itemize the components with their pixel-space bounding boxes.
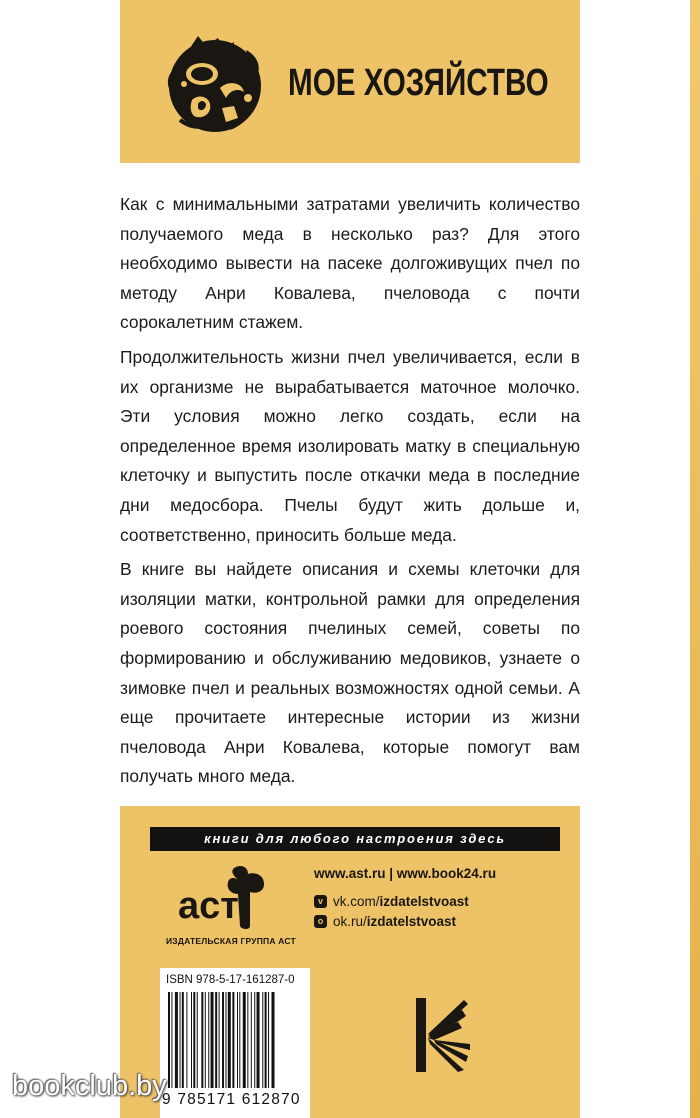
tagline-bar: книги для любого настроения здесь xyxy=(150,827,560,851)
isbn-text: ISBN 978-5-17-161287-0 xyxy=(166,974,295,986)
ok-prefix: ok.ru/ xyxy=(333,913,367,929)
ok-link[interactable] xyxy=(314,911,564,931)
annotation-paragraph: В книге вы найдете описания и схемы клеточки для изоляции матки, контрольной рамки для определения роевого состояния пчелиных семей, советы по формированию и обслуживанию медовиков, узнаете о зимовке пчел и реальных возможностях одной семьи. А еще прочитаете интересные истории из жизни пчеловода Анри Ковалева, которые помогут вам получать много меда. xyxy=(120,559,580,787)
publisher-websites[interactable]: www.ast.ru | www.book24.ru xyxy=(314,866,497,881)
ok-handle: izdatelstvoast xyxy=(366,913,457,929)
annotation-paragraph: Как с минимальными затратами увеличить количество получаемого меда в несколько раз? Для этого необходимо вывести на пасеке долгоживущих пчел по методу Анри Ковалева, пчеловода с почти сорокалетним стажем. xyxy=(120,194,580,333)
vk-prefix: vk.com/ xyxy=(333,893,380,909)
annotation-paragraph: Продолжительность жизни пчел увеличивается, если в их организме не вырабатывается маточное молочко. Эти условия можно легко создать, если на определенное время изолировать матку в специальную клеточку и выпустить после откачки меда в последние дни медосбора. Пчелы будут жить дольше и, соответственно, приносить больше меда. xyxy=(120,346,580,545)
barcode-icon xyxy=(166,992,304,1088)
vk-link[interactable] xyxy=(314,891,564,911)
k-book-logo-icon xyxy=(412,994,474,1076)
ast-logo-text: аст xyxy=(178,885,239,927)
publisher-caption: ИЗДАТЕЛЬСКАЯ ГРУППА АСТ xyxy=(166,936,296,946)
annotation-text xyxy=(120,190,580,797)
series-header xyxy=(120,0,580,163)
ast-logo-icon xyxy=(176,864,276,934)
farm-animals-emblem-icon xyxy=(162,28,268,138)
vk-icon: v xyxy=(314,895,327,908)
site-watermark: bookclub.by xyxy=(12,1070,167,1102)
ok-icon: o xyxy=(314,915,327,928)
vk-handle: izdatelstvoast xyxy=(379,893,469,909)
barcode-digits: 9 785171 612870 xyxy=(162,1091,301,1108)
series-title: МОЕ ХОЗЯЙСТВО xyxy=(288,62,549,104)
cover-edge-strip xyxy=(690,0,700,1118)
publisher-links xyxy=(314,866,564,931)
back-cover xyxy=(120,0,580,1118)
barcode-panel xyxy=(160,968,310,1118)
publisher-band xyxy=(120,806,580,1118)
